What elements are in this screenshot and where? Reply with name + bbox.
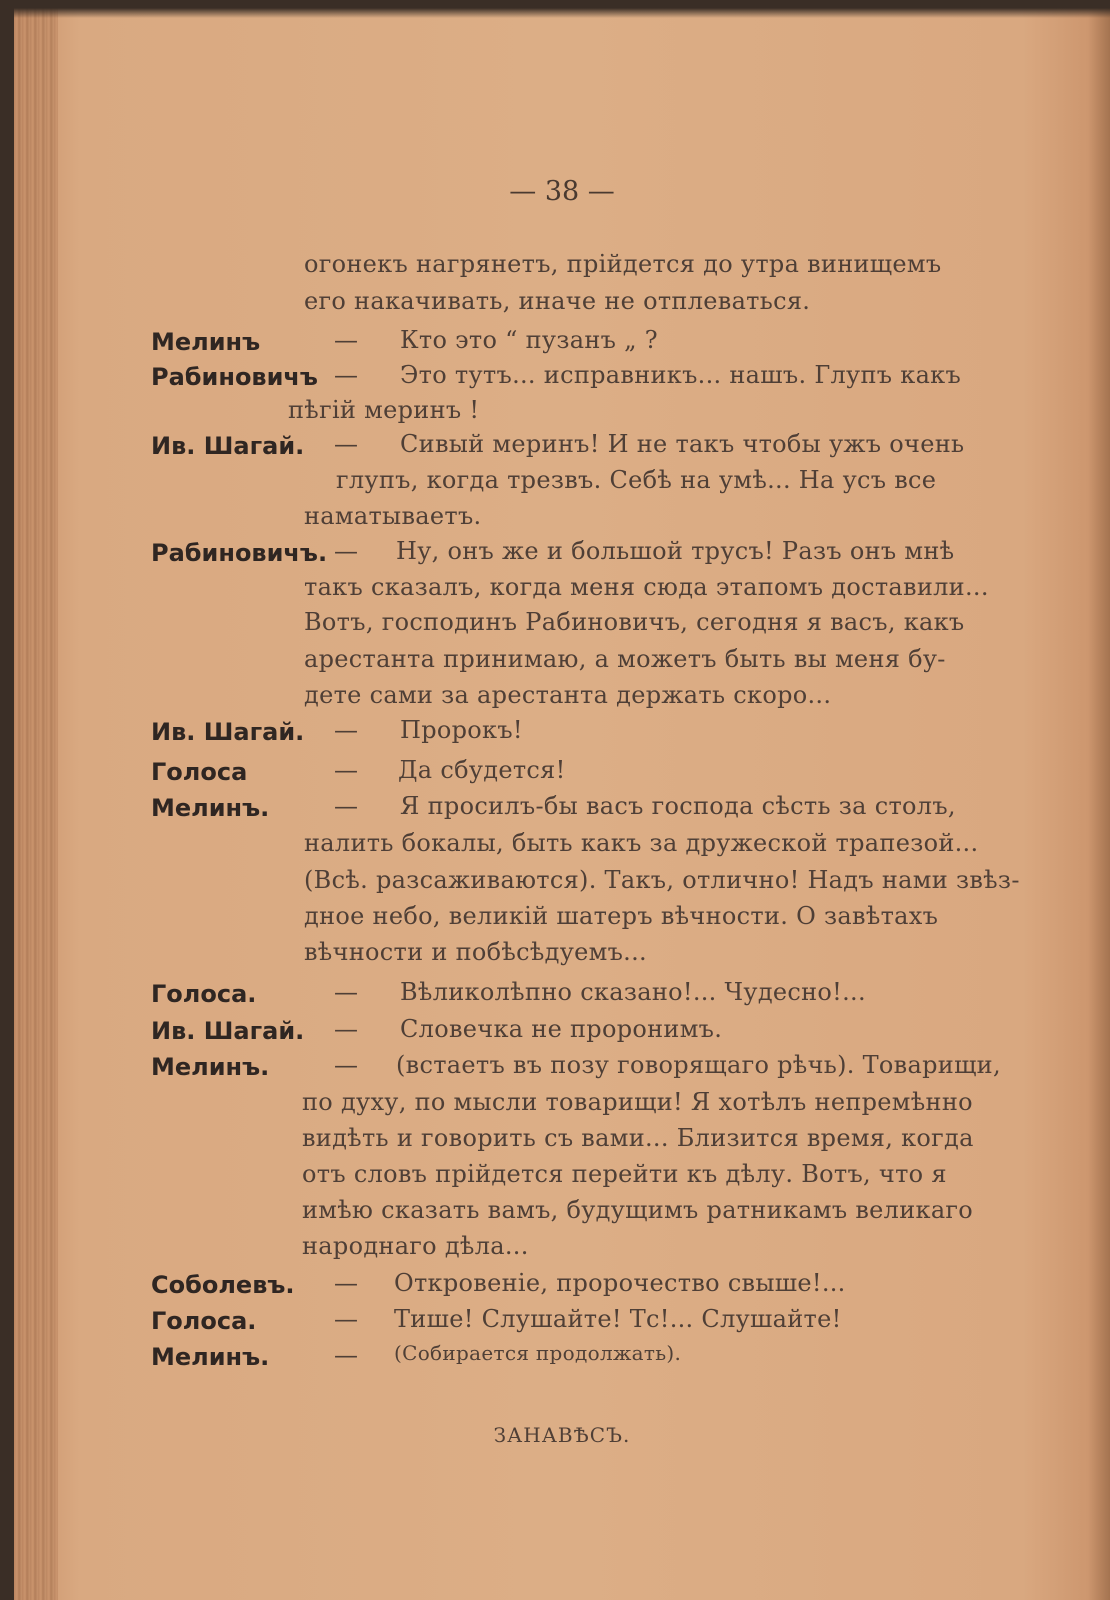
dialogue-continuation: арестанта принимаю, а можетъ быть вы меня бу- bbox=[304, 645, 946, 673]
speaker-dash: — bbox=[334, 1269, 358, 1297]
dialogue-continuation: отъ словъ прійдется перейти къ дѣлу. Вотъ, что я bbox=[302, 1160, 947, 1188]
speaker-name: Голоса. bbox=[151, 980, 257, 1008]
dialogue-continuation: глупъ, когда трезвъ. Себѣ на умѣ... На усъ все bbox=[336, 466, 937, 494]
speaker-dash: — bbox=[334, 326, 358, 354]
speaker-dash: — bbox=[334, 792, 358, 820]
dialogue-line: Да сбудется! bbox=[398, 756, 566, 784]
speaker-dash: — bbox=[334, 978, 358, 1006]
page-number: — 38 — bbox=[509, 176, 615, 207]
dialogue-line: Словечка не проронимъ. bbox=[400, 1015, 723, 1043]
speaker-dash: — bbox=[334, 430, 358, 458]
speaker-name: Голоса bbox=[151, 758, 248, 786]
speaker-name: Ив. Шагай. bbox=[151, 1017, 305, 1045]
dialogue-continuation: вѣчности и побѣсѣдуемъ... bbox=[304, 938, 647, 966]
dialogue-line: Откровеніе, пророчество свыше!... bbox=[394, 1269, 846, 1297]
speaker-dash: — bbox=[334, 716, 358, 744]
speaker-name: Мелинъ. bbox=[151, 794, 270, 822]
dialogue-continuation: налить бокалы, быть какъ за дружеской трапезой... bbox=[304, 829, 979, 857]
speaker-name: Голоса. bbox=[151, 1307, 257, 1335]
dialogue-line: Ну, онъ же и большой трусъ! Разъ онъ мнѣ bbox=[396, 537, 955, 565]
book-page bbox=[14, 8, 1110, 1600]
speaker-dash: — bbox=[334, 361, 358, 389]
dialogue-continuation: такъ сказалъ, когда меня сюда этапомъ доставили... bbox=[304, 573, 989, 601]
dialogue-continuation: наматываетъ. bbox=[304, 502, 482, 530]
speaker-dash: — bbox=[334, 537, 358, 565]
speaker-name: Рабиновичъ bbox=[151, 363, 318, 391]
dialogue-continuation: по духу, по мысли товарищи! Я хотѣлъ непремѣнно bbox=[302, 1088, 973, 1116]
speaker-dash: — bbox=[334, 1305, 358, 1333]
speaker-name: Рабиновичъ. bbox=[151, 539, 328, 567]
dialogue-continuation: огонекъ нагрянетъ, прійдется до утра винищемъ bbox=[304, 250, 942, 278]
dialogue-line: (Собирается продолжать). bbox=[394, 1341, 682, 1365]
dialogue-line: (встаетъ въ позу говорящаго рѣчь). Товарищи, bbox=[396, 1051, 1001, 1079]
dialogue-continuation: его накачивать, иначе не отплеваться. bbox=[304, 287, 811, 315]
page-top-edge bbox=[14, 8, 1110, 18]
dialogue-continuation: пѣгій меринъ ! bbox=[288, 396, 480, 424]
speaker-name: Мелинъ. bbox=[151, 1343, 270, 1371]
dialogue-continuation: народнаго дѣла... bbox=[302, 1232, 529, 1260]
speaker-name: Ив. Шагай. bbox=[151, 432, 305, 460]
page-right-edge bbox=[1088, 8, 1110, 1600]
speaker-dash: — bbox=[334, 1015, 358, 1043]
dialogue-line: Это тутъ... исправникъ... нашъ. Глупъ какъ bbox=[400, 361, 962, 389]
speaker-name: Ив. Шагай. bbox=[151, 718, 305, 746]
dialogue-line: Пророкъ! bbox=[400, 716, 523, 744]
page-binding-edge bbox=[14, 8, 58, 1600]
dialogue-line: Сивый меринъ! И не такъ чтобы ужъ очень bbox=[400, 430, 965, 458]
dialogue-continuation: видѣть и говорить съ вами... Близится время, когда bbox=[302, 1124, 974, 1152]
dialogue-line: Кто это “ пузанъ „ ? bbox=[400, 326, 658, 354]
speaker-name: Соболевъ. bbox=[151, 1271, 295, 1299]
curtain-text: ЗАНАВѢСЪ. bbox=[493, 1423, 631, 1447]
speaker-dash: — bbox=[334, 756, 358, 784]
dialogue-continuation: имѣю сказать вамъ, будущимъ ратникамъ великаго bbox=[302, 1196, 974, 1224]
dialogue-continuation: дете сами за арестанта держать скоро... bbox=[304, 681, 832, 709]
dialogue-line: Тише! Слушайте! Тс!... Слушайте! bbox=[394, 1305, 842, 1333]
speaker-dash: — bbox=[334, 1051, 358, 1079]
dialogue-continuation: Вотъ, господинъ Рабиновичъ, сегодня я васъ, какъ bbox=[304, 608, 965, 636]
speaker-name: Мелинъ bbox=[151, 328, 261, 356]
dialogue-line: Я просилъ-бы васъ господа сѣсть за столъ, bbox=[400, 792, 956, 820]
dialogue-line: Вѣликолѣпно сказано!... Чудесно!... bbox=[400, 978, 866, 1006]
dialogue-continuation: дное небо, великій шатеръ вѣчности. О завѣтахъ bbox=[304, 902, 939, 930]
speaker-name: Мелинъ. bbox=[151, 1053, 270, 1081]
speaker-dash: — bbox=[334, 1341, 358, 1369]
dialogue-continuation: (Всѣ. разсаживаются). Такъ, отлично! Надъ нами звѣз- bbox=[304, 866, 1020, 894]
